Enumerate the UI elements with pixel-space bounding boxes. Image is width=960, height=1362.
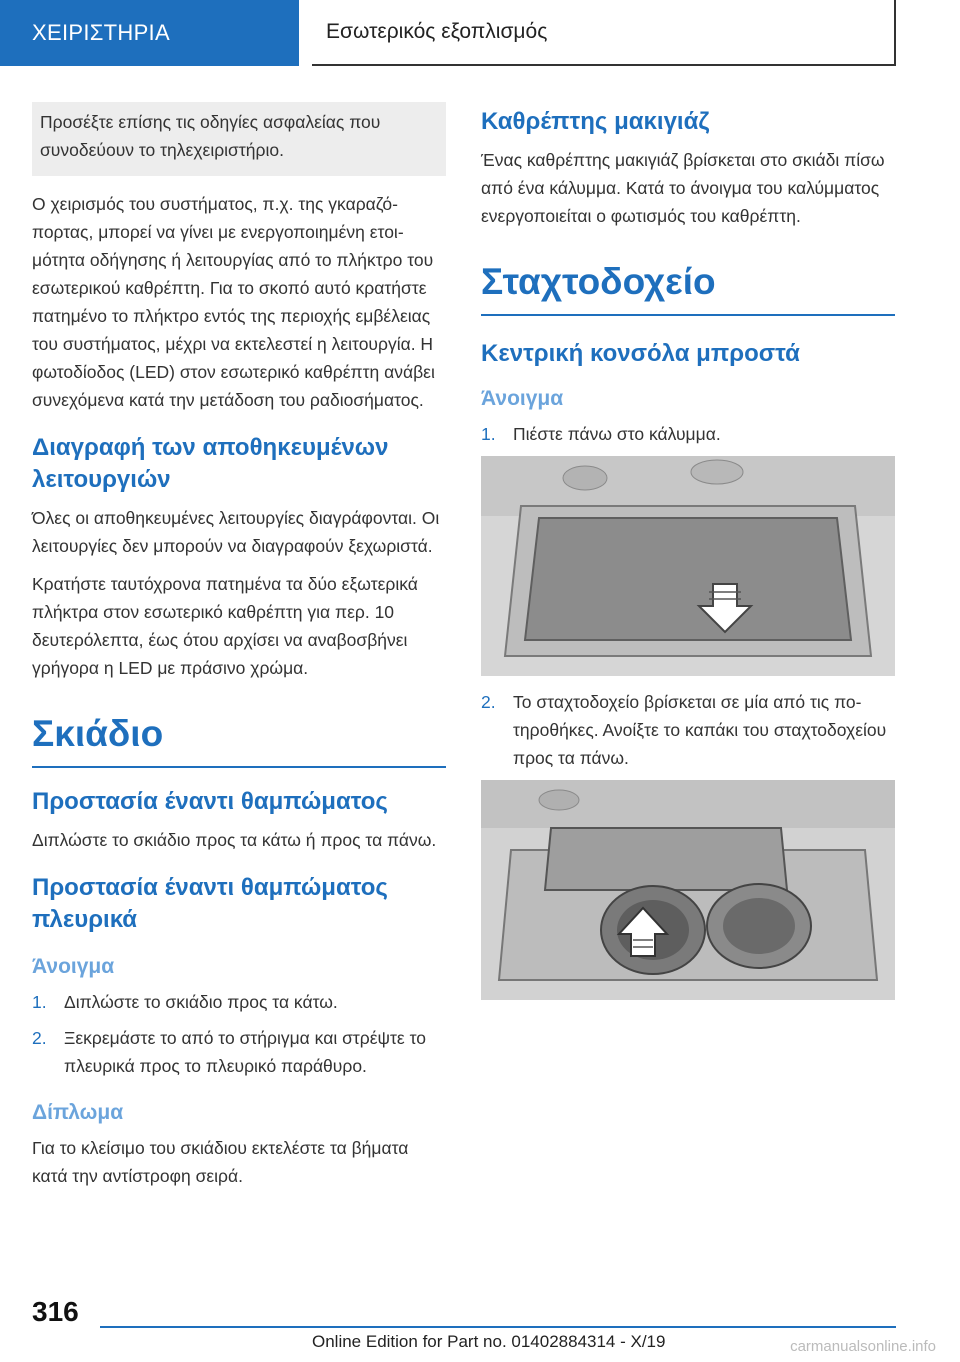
safety-note: Προσέξτε επίσης τις οδηγίες ασφαλείας που συνοδεύουν το τηλεχειριστήριο. (32, 102, 446, 176)
sun-visor-heading: Σκιάδιο (32, 712, 446, 768)
watermark: carmanualsonline.info (790, 1338, 936, 1355)
footer-rule (100, 1326, 896, 1328)
vanity-mirror-paragraph: Ένας καθρέπτης μακιγιάζ βρίσκεται στο σκιάδι πίσω από ένα κάλυμμα. Κατά το άνοιγμα του καλύμματος ενεργοποιείται ο φωτισμός του καθρέπτη. (481, 150, 885, 226)
list-item (481, 420, 895, 448)
folding-paragraph: Για το κλείσιμο του σκιάδιου εκτελέστε τα βήματα κατά την αντίστροφη σειρά. (32, 1138, 409, 1186)
folding-heading: Δίπλωμα (32, 1101, 124, 1124)
edition-footer: Online Edition for Part no. 01402884314 - X/19 (312, 1332, 666, 1351)
list-item (481, 688, 895, 772)
center-console-heading: Κεντρική κονσόλα μπροστά (481, 340, 800, 367)
console-cover-illustration (481, 456, 895, 676)
remote-operation-paragraph: Ο χειρισμός του συστήματος, π.χ. της γκαραζόπορτας, μπορεί να γίνει με ενεργοποιημένη ετοιμότητα οδήγησης ή λειτουργίας από το πλήκτρο του εσωτερικού καθρέπτη. Για το σκοπό αυτό κρατήστε πατημένο το πλήκτρο εντός της περιοχής εμβέλειας του συστήματος, μέχρι να εκτελεστεί η λειτουργία. Η φωτοδίοδος (LED) στον εσωτερικό καθρέπτη ανάβει συνεχόμενα κατά την μετάδοση του ραδιοσήματος. (32, 194, 435, 410)
step-number: 2. (32, 1028, 47, 1048)
ashtray-step-1 (481, 420, 895, 448)
opening-steps (32, 988, 446, 1080)
step-number: 1. (32, 992, 47, 1012)
glare-protection-paragraph: Διπλώστε το σκιάδιο προς τα κάτω ή προς τα πάνω. (32, 830, 437, 850)
section-title: ΧΕΙΡΙΣΤΗΡΙΑ (32, 20, 170, 45)
side-glare-heading: Προστασία έναντι θαμπώματος πλευρικά (32, 874, 388, 933)
ashtray-open-illustration (481, 780, 895, 1000)
page-number: 316 (32, 1296, 79, 1327)
glare-protection-heading: Προστασία έναντι θαμπώματος (32, 788, 388, 815)
ashtray-opening-heading: Άνοιγμα (481, 387, 564, 410)
list-item (32, 988, 446, 1016)
right-column (481, 102, 895, 1012)
step-text: Το σταχτοδοχείο βρίσκεται σε μία από τις ποτηροθήκες. Ανοίξτε το καπάκι του σταχτοδοχείου προς τα πάνω. (513, 692, 887, 768)
delete-functions-heading: Διαγραφή των αποθηκευμένων λειτουργιών (32, 434, 389, 493)
ashtray-heading: Σταχτοδοχείο (481, 260, 895, 316)
section-tab (0, 0, 299, 66)
vanity-mirror-heading: Καθρέπτης μακιγιάζ (481, 108, 710, 135)
opening-heading: Άνοιγμα (32, 955, 115, 978)
step-text: Ξεκρεμάστε το από το στήριγμα και στρέψτε το πλευρικά προς το πλευρικό παράθυρο. (64, 1028, 426, 1076)
step-number: 1. (481, 424, 496, 444)
delete-paragraph-2: Κρατήστε ταυτόχρονα πατημένα τα δύο εξωτερικά πλήκτρα στον εσωτερικό καθρέπτη για περ. 10 δευτερόλεπτα, έως ότου αρχίσει να αναβοσβήνει γρήγορα η LED με πράσινο χρώμα. (32, 574, 418, 678)
step-number: 2. (481, 692, 496, 712)
list-item (32, 1024, 446, 1080)
left-column (32, 102, 446, 1200)
chapter-header (312, 0, 896, 66)
chapter-title: Εσωτερικός εξοπλισμός (326, 20, 548, 43)
ashtray-step-2 (481, 688, 895, 772)
step-text: Διπλώστε το σκιάδιο προς τα κάτω. (64, 992, 338, 1012)
delete-paragraph-1: Όλες οι αποθηκευμένες λειτουργίες διαγράφονται. Οι λειτουργίες δεν μπορούν να διαγραφούν ξεχωριστά. (32, 508, 440, 556)
step-text: Πιέστε πάνω στο κάλυμμα. (513, 424, 721, 444)
